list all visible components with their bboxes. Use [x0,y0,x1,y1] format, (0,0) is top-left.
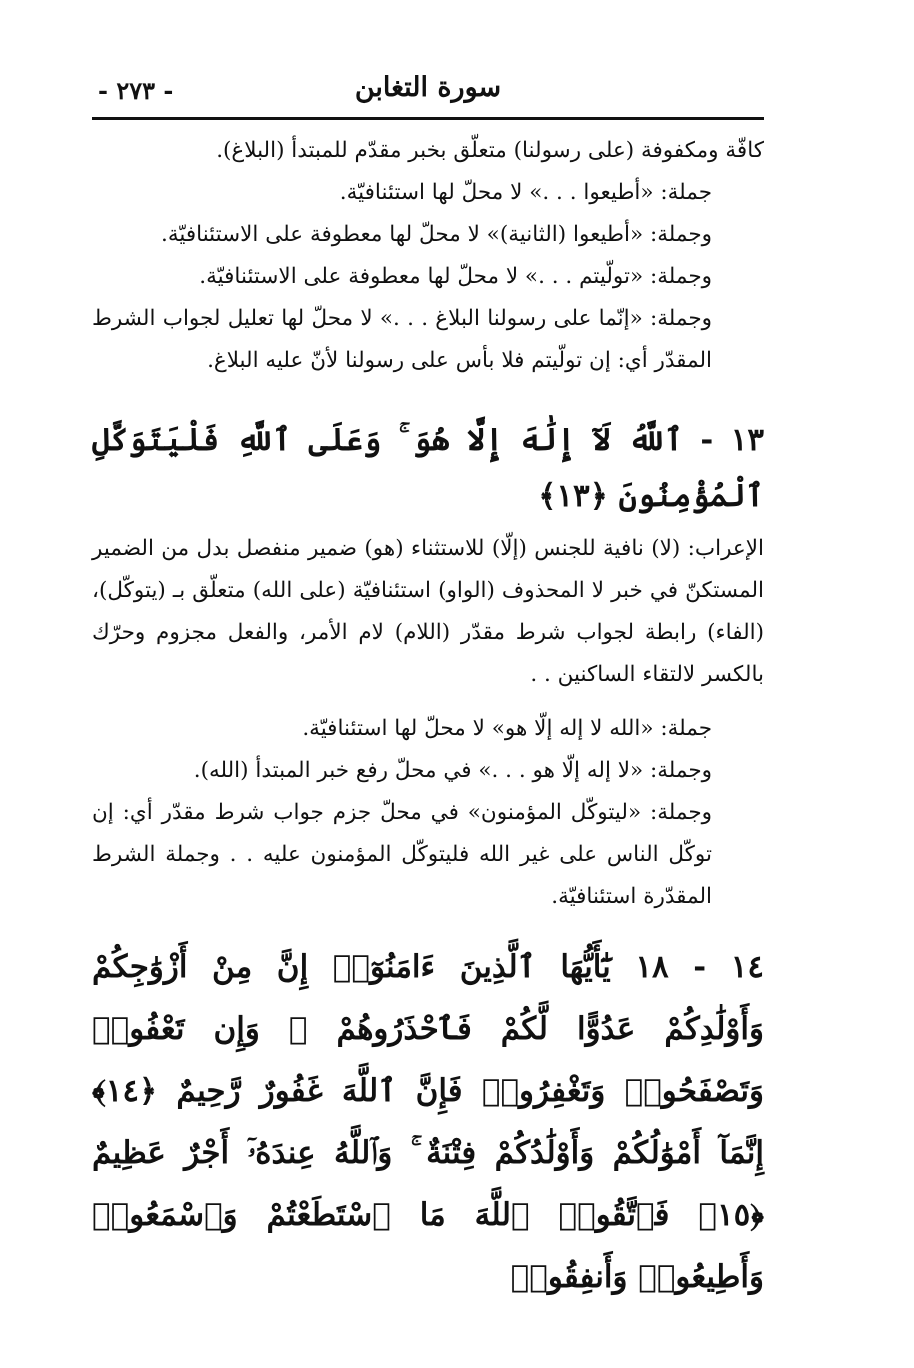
jumla-13-1: جملة: «الله لا إله إلّا هو» لا محلّ لها استئنافيّة. [302,716,712,741]
paragraph-kaffa: كافّة ومكفوفة (على رسولنا) متعلّق بخبر مقدّم للمبتدأ (البلاغ). [216,138,764,163]
paragraph-jumla-atiu-second: وجملة: «أطيعوا (الثانية)» لا محلّ لها معطوفة على الاستئنافيّة. [161,222,712,247]
spacer [92,696,764,708]
paragraph-jumla-tawallaytum: وجملة: «تولّيتم . . .» لا محلّ لها معطوفة على الاستئنافيّة. [199,264,712,289]
page-number: - ٢٧٣ - [98,76,174,105]
surah-title: سورة التغابن [354,72,502,103]
header-rule [92,117,764,120]
verse-13: ١٣ - ٱللَّهُ لَآ إِلَٰهَ إِلَّا هُوَ ۚ وَعَلَى ٱللَّهِ فَلْيَتَوَكَّلِ ٱلْمُؤْمِنُونَ ﴿١٣﴾ [92,422,764,514]
verse-14-18: ١٤ - ١٨ يَٰٓأَيُّهَا ٱلَّذِينَ ءَامَنُوٓا۟ إِنَّ مِنْ أَزْوَٰجِكُمْ وَأَوْلَٰدِكُمْ عَدُوًّا لَّكُمْ فَٱحْذَرُوهُمْ ۚ وَإِن تَعْفُوا۟ وَتَصْفَحُوا۟ وَتَغْفِرُوا۟ فَإِنَّ ٱللَّهَ غَفُورٌ رَّحِيمٌ ﴿١٤﴾ إِنَّمَآ أَمْوَٰلُكُمْ وَأَوْلَٰدُكُمْ فِتْنَةٌ ۚ وَٱللَّهُ عِندَهُۥٓ أَجْرٌ عَظِيمٌ ﴿١٥﴾ فَٱتَّقُوا۟ ٱللَّهَ مَا ٱسْتَطَعْتُمْ وَٱسْمَعُوا۟ وَأَطِيعُوا۟ وَأَنفِقُوا۟ [92,949,765,1295]
paragraph-jumla-atiu: جملة: «أطيعوا . . .» لا محلّ لها استئنافيّة. [339,180,712,205]
paragraph-jumla-innama: وجملة: «إنّما على رسولنا البلاغ . . .» لا محلّ لها تعليل لجواب الشرط المقدّر أي: إن تولّيتم فلا بأس على رسولنا لأنّ عليه البلاغ. [92,306,712,373]
page-body [92,130,764,1308]
jumla-13-3: وجملة: «ليتوكّل المؤمنون» في محلّ جزم جواب شرط مقدّر أي: إن توكّل الناس على غير الله فليتوكّل المؤمنون عليه . . وجملة الشرط المقدّرة استئنافيّة. [92,800,712,909]
irab-13: الإعراب: (لا) نافية للجنس (إلّا) للاستثناء (هو) ضمير منفصل بدل من الضمير المستكنّ في خبر لا المحذوف (الواو) استئنافيّة (على الله) متعلّق بـ (يتوكّل)، (الفاء) رابطة لجواب شرط مقدّر (اللام) لام الأمر، والفعل مجزوم وحرّك بالكسر لالتقاء الساكنين . . [92,536,764,687]
jumla-13-2: وجملة: «لا إله إلّا هو . . .» في محلّ رفع خبر المبتدأ (الله). [193,758,712,783]
page-header [92,68,764,120]
